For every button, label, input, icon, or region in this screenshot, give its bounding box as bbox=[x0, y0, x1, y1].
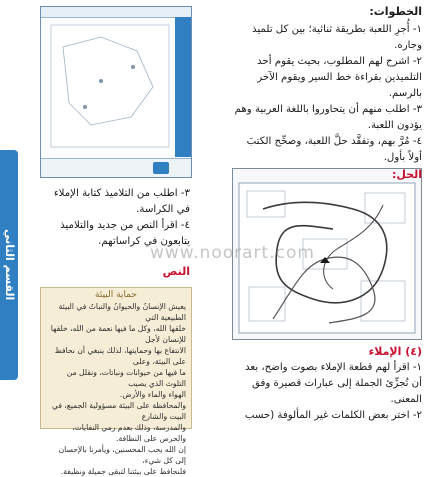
watermark: www.noorart.com bbox=[150, 243, 315, 263]
reading-line: فلنحافظ على بيئتنا لتبقى جميلة ونظيفة. bbox=[60, 467, 186, 476]
thumbnail-badge bbox=[153, 162, 169, 174]
solution-label: الحل: bbox=[391, 168, 422, 181]
reading-line: يعيش الإنسانُ والحيوانُ والنباتُ في البيئة الطبيعية التي bbox=[58, 302, 186, 322]
left-step-4: ٤- اقرأ النص من جديد والتلاميذ يتابعون في كراساتهم. bbox=[60, 220, 190, 247]
thumbnail-drawing bbox=[41, 7, 191, 177]
reading-line: الانتفاع بها وحمايتها، لذلك ينبغي أن نحافظ على البيئة، وعلى bbox=[54, 346, 186, 366]
text-heading: النص bbox=[162, 265, 190, 278]
reading-line: الهواء والماء والأرض. bbox=[119, 390, 186, 399]
dictation-block bbox=[234, 344, 422, 424]
steps-title: الخطوات: bbox=[369, 5, 422, 18]
section-side-tab-label: القسم الثاني bbox=[3, 229, 16, 301]
textbook-page-thumbnail bbox=[40, 6, 192, 178]
step-4: ٤- مُرَّ بهم، وتفقَّد حلَّ اللعبة، وصحِّح الكتبَ أولاً بأول. bbox=[246, 136, 422, 163]
reading-line: والمحافظة على البيئة مسؤولية الجميع، في البيت والشارع bbox=[51, 401, 186, 421]
step-2: ٢- اشرح لهم المطلوب، بحيث يقوم أحد التلميذين بقراءة خط السير ويقوم الآخر بالرسم. bbox=[257, 56, 422, 99]
dictation-title: (٤) الإملاء bbox=[368, 345, 422, 358]
step-1: ١- أُجرِ اللعبة بطريقة ثنائية؛ بين كل تلميذ وجاره. bbox=[252, 24, 422, 51]
reading-line: خلقها الله، وكل ما فيها نعمة من الله، خلقها للإنسان لأجل bbox=[50, 324, 186, 344]
left-steps bbox=[40, 186, 190, 250]
dictation-step-2: ٢- اختر بعض الكلمات غير المألوفة (حسب bbox=[244, 410, 422, 421]
step-3: ٣- اطلب منهم أن يتحاوروا باللغة العربية وهم يؤدون اللعبة. bbox=[234, 104, 422, 131]
reading-text-box bbox=[40, 287, 192, 476]
reading-line: إن الله يحب المحسنين، ويأمرنا بالإحسان إلى كل شيء، bbox=[58, 445, 186, 465]
dictation-step-1: ١- اقرأ لهم قطعة الإملاء بصوت واضح، بعد أن تُجزِّئ الجملة إلى عبارات قصيرة وفق المعنى. bbox=[244, 362, 422, 405]
right-column bbox=[234, 4, 422, 166]
section-side-tab bbox=[0, 150, 18, 380]
left-step-3: ٣- اطلب من التلاميذ كتابة الإملاء في الكراسة. bbox=[53, 188, 190, 215]
reading-text-title: حماية البيئة bbox=[95, 290, 137, 300]
reading-line: والمدرسة، وذلك بعدم رمي النفايات، والحرص على النظافة. bbox=[72, 423, 186, 443]
reading-line: ما فيها من حيوانات ونباتات، ونقلل من التلوث الذي يصيب bbox=[66, 368, 186, 388]
